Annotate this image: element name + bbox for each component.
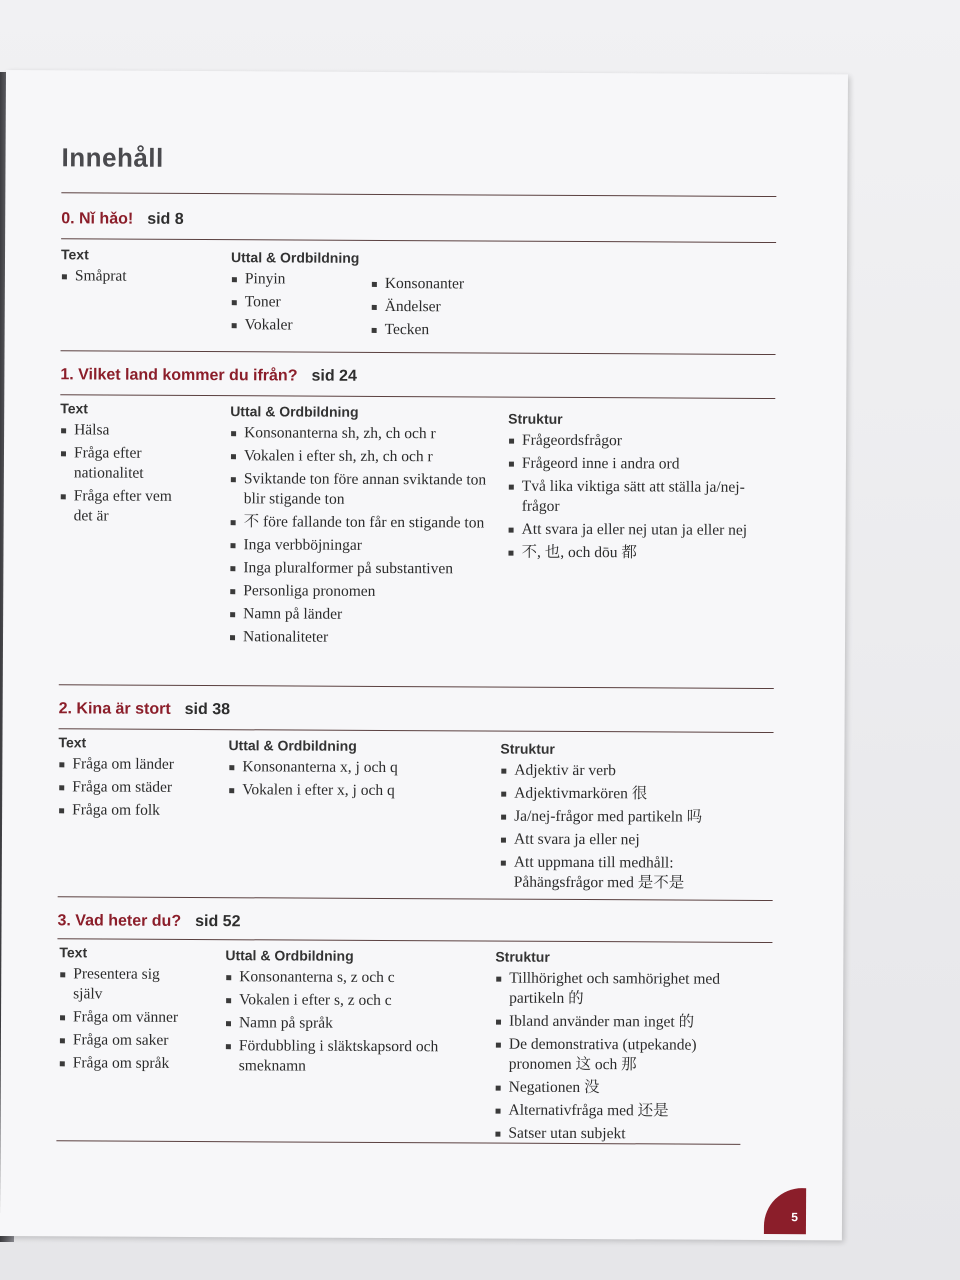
list-item: De demonstrativa (utpekande) pronomen 这 och 那: [495, 1035, 735, 1076]
list-item: Två lika viktiga sätt att ställa ja/nej-frågor: [508, 477, 764, 518]
section-title: 2. Kina är stort: [58, 700, 171, 718]
list-item: Fråga om städer: [58, 777, 218, 798]
list-item: Konsonanterna x, j och q: [228, 757, 488, 778]
list-item: Ändelser: [371, 297, 511, 318]
section-page-ref: sid 24: [311, 367, 357, 385]
column-text: [61, 246, 221, 290]
list-item: Nationaliteter: [229, 627, 489, 648]
list-item: Konsonanterna sh, zh, ch och r: [230, 423, 490, 444]
column-pronunciation: [231, 249, 371, 339]
column-heading: Uttal & Ordbildning: [228, 737, 357, 754]
column-heading: Uttal & Ordbildning: [225, 947, 354, 964]
list-item: 不 före fallande ton får en stigande ton: [230, 512, 490, 533]
section-heading: [59, 700, 230, 719]
page-title: Innehåll: [61, 142, 164, 173]
column-pronunciation: [228, 737, 488, 804]
list-item: Att svara ja eller nej: [500, 830, 740, 851]
column-heading: Text: [58, 734, 87, 751]
list-item: Vokaler: [231, 315, 371, 336]
list-item: Fråga om vänner: [59, 1007, 219, 1028]
list-item: Personliga pronomen: [229, 581, 489, 602]
list-item: Ja/nej-frågor med partikeln 吗: [500, 807, 740, 828]
section-divider: [59, 684, 774, 689]
list-item: Fråga om saker: [59, 1030, 219, 1051]
list-item: Presentera sig själv: [59, 964, 183, 1005]
list-item: Sviktande ton före annan sviktande ton blir stigande ton: [230, 469, 490, 510]
column-structure: [507, 411, 764, 567]
list-item: 不, 也, och dōu 都: [507, 543, 763, 564]
list-item: Konsonanter: [371, 274, 511, 295]
list-item: Namn på länder: [229, 604, 489, 625]
section-page-ref: sid 38: [184, 700, 231, 719]
list-item: Alternativfråga med 还是: [495, 1101, 735, 1122]
list-item: Frågeord inne i andra ord: [508, 454, 764, 475]
list-item: Satser utan subjekt: [494, 1124, 734, 1145]
section-page-ref: sid 8: [147, 210, 184, 228]
column-heading: Struktur: [508, 410, 563, 427]
list-item: Adjektiv är verb: [500, 761, 740, 782]
list-item: Vokalen i efter x, j och q: [228, 780, 488, 801]
column-text: [60, 400, 221, 530]
page-number: 5: [791, 1210, 799, 1225]
list-item: Fördubbling i släktskapsord och smeknamn: [225, 1036, 465, 1077]
list-item: Att uppmana till medhåll: Påhängsfrågor med 是不是: [500, 853, 704, 894]
column-pronunciation: [229, 403, 490, 651]
section-divider: [61, 350, 776, 355]
list-item: Hälsa: [60, 420, 220, 441]
list-item: Fråga om språk: [59, 1053, 219, 1074]
section-title: 3. Vad heter du?: [57, 912, 182, 930]
list-item: Ibland använder man inget 的: [495, 1012, 735, 1033]
section-divider: [61, 238, 776, 243]
list-item: Inga pluralformer på substantiven: [229, 558, 489, 579]
list-item: Namn på språk: [225, 1013, 465, 1034]
section-heading: [61, 210, 184, 229]
section-title: 1. Vilket land kommer du ifrån?: [60, 366, 298, 385]
list-item: Toner: [231, 292, 371, 313]
list-item: Småprat: [61, 266, 221, 287]
section-divider: [57, 938, 772, 943]
column-text: [58, 734, 218, 824]
column-text: [59, 944, 220, 1077]
list-item: Fråga efter vem det är: [60, 486, 184, 527]
column-structure: [500, 741, 741, 897]
list-item: Tecken: [371, 320, 511, 341]
list-item: Vokalen i efter sh, zh, ch och r: [230, 446, 490, 467]
section-divider: [59, 728, 774, 733]
list-item: Vokalen i efter s, z och c: [225, 990, 465, 1011]
list-item: Pinyin: [231, 269, 371, 290]
section-divider: [58, 896, 773, 901]
column-structure: [494, 949, 735, 1148]
column-heading: Uttal & Ordbildning: [230, 249, 360, 266]
column-heading: Uttal & Ordbildning: [230, 403, 359, 420]
section-heading: [60, 366, 357, 386]
section-title: 0. Nǐ hǎo!: [61, 210, 134, 228]
list-item: Fråga om folk: [58, 800, 218, 821]
list-item: Fråga om länder: [58, 754, 218, 775]
list-item: Tillhörighet och samhörighet med partikeln 的: [495, 969, 735, 1010]
list-item: Negationen 没: [495, 1078, 735, 1099]
list-item: Fråga efter nationalitet: [60, 443, 184, 484]
column-heading: Text: [60, 246, 89, 263]
column-heading: Text: [59, 944, 88, 961]
list-item: Att svara ja eller nej utan ja eller nej: [508, 520, 764, 541]
section-divider: [61, 192, 776, 197]
column-heading: Struktur: [495, 948, 550, 965]
column-pronunciation-cont: [371, 274, 511, 344]
list-item: Inga verbböjningar: [229, 535, 489, 556]
column-pronunciation: [225, 947, 466, 1080]
list-item: Konsonanterna s, z och c: [225, 967, 465, 988]
section-divider: [60, 394, 775, 399]
section-page-ref: sid 52: [195, 913, 241, 931]
page-number-tab: [764, 1188, 806, 1234]
section-heading: [57, 912, 240, 931]
column-heading: Struktur: [500, 740, 555, 757]
list-item: Frågeordsfrågor: [508, 431, 764, 452]
column-heading: Text: [60, 400, 89, 417]
list-item: Adjektivmarkören 很: [500, 784, 740, 805]
book-page: [0, 70, 848, 1240]
